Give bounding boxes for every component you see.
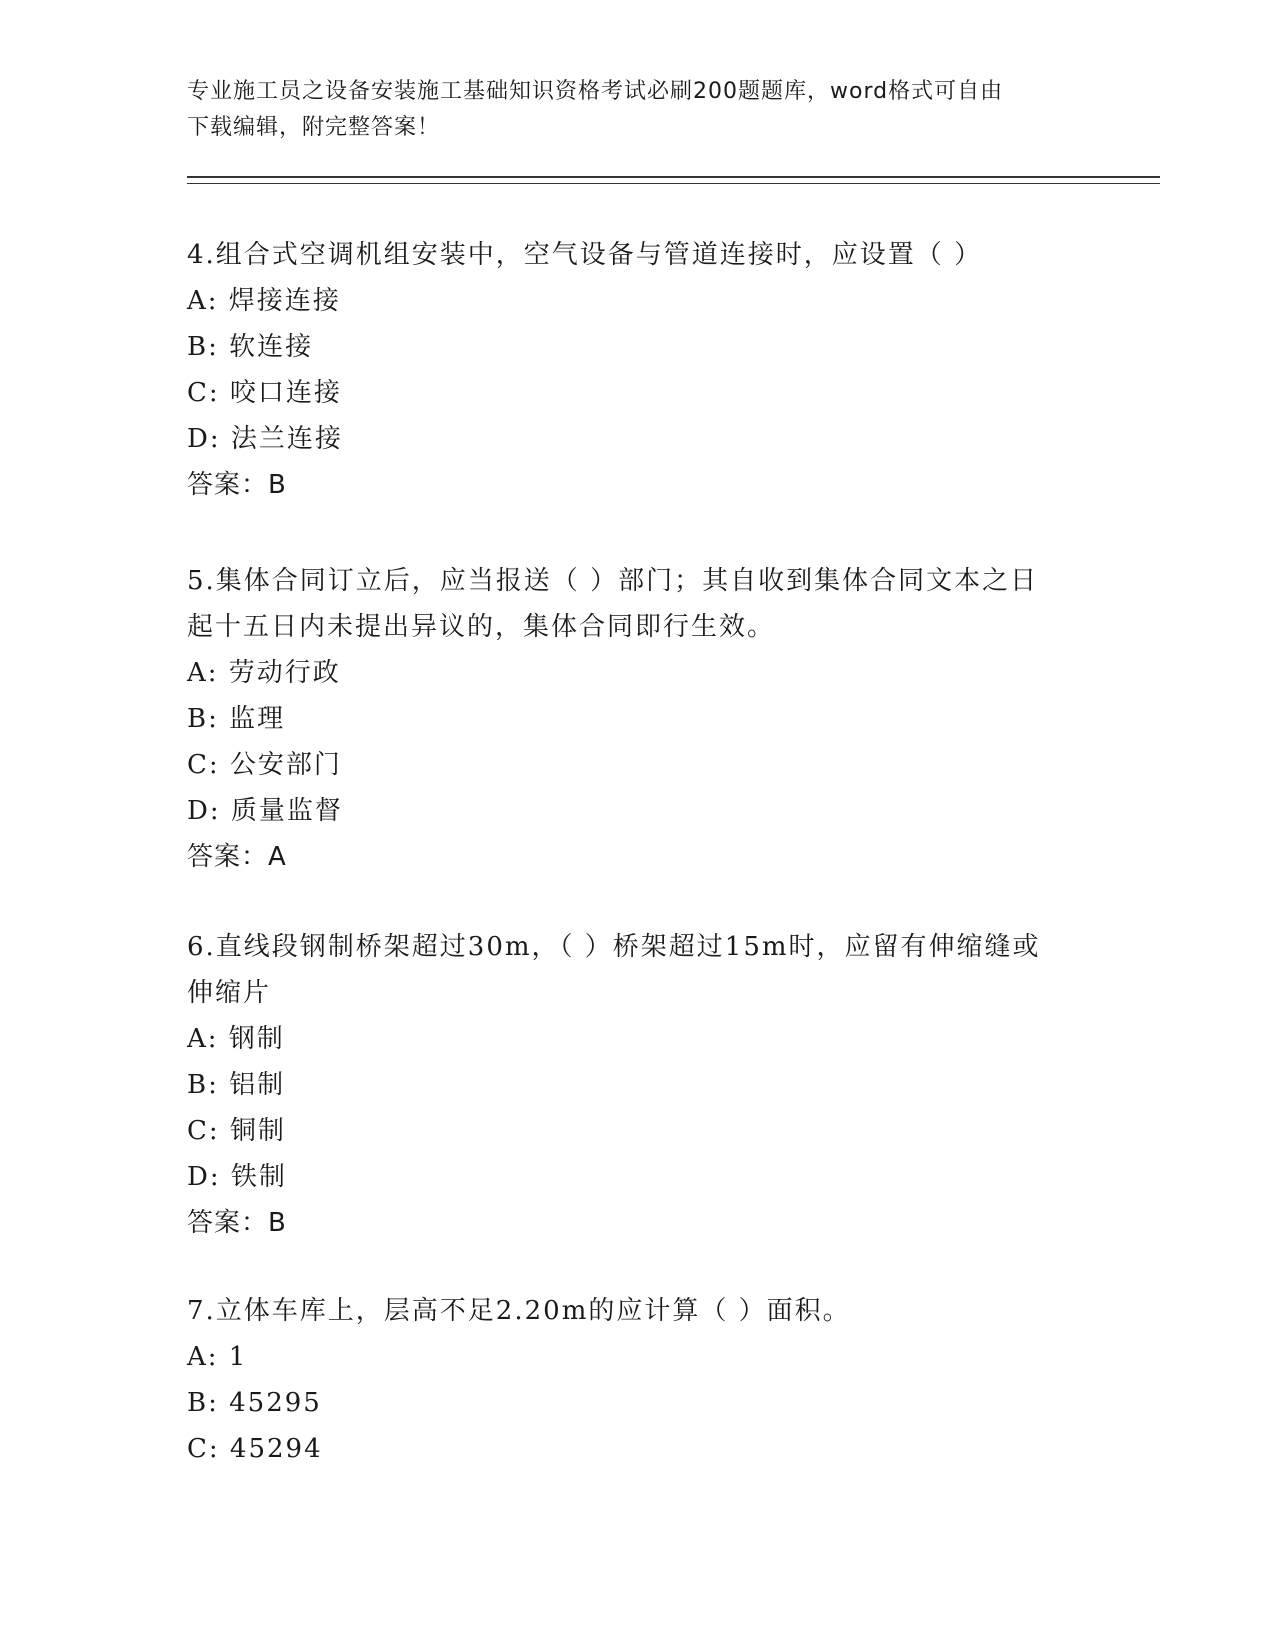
- option-a: A: 1: [187, 1342, 248, 1372]
- option-b: B: 铝制: [187, 1070, 286, 1100]
- option-a: A: 劳动行政: [187, 658, 341, 688]
- question-stem: 4.组合式空调机组安装中，空气设备与管道连接时，应设置（ ）: [187, 240, 983, 270]
- question-stem-line-1: 6.直线段钢制桥架超过30m，（ ）桥架超过15m时，应留有伸缩缝或: [187, 932, 1041, 962]
- question-stem-line-2: 伸缩片: [187, 978, 272, 1008]
- header-line-1: 专业施工员之设备安装施工基础知识资格考试必刷200题题库，word格式可自由: [187, 79, 1004, 104]
- question-stem-line-1: 5.集体合同订立后，应当报送（ ）部门；其自收到集体合同文本之日: [187, 566, 1039, 596]
- option-c: C: 咬口连接: [187, 378, 342, 408]
- question-5: [187, 558, 1087, 880]
- answer-line: 答案：B: [187, 470, 287, 500]
- question-stem-line-2: 起十五日内未提出异议的，集体合同即行生效。: [187, 612, 776, 642]
- option-c: C: 铜制: [187, 1116, 286, 1146]
- option-b: B: 45295: [187, 1388, 322, 1418]
- question-6: [187, 924, 1087, 1246]
- document-header: [187, 74, 1087, 146]
- answer-line: 答案：A: [187, 842, 287, 872]
- option-c: C: 45294: [187, 1434, 323, 1464]
- option-a: A: 钢制: [187, 1024, 285, 1054]
- header-divider-thick: [187, 176, 1160, 178]
- option-d: D: 铁制: [187, 1162, 287, 1192]
- question-4: [187, 232, 1087, 508]
- option-b: B: 软连接: [187, 332, 314, 362]
- question-7: [187, 1288, 1087, 1472]
- option-b: B: 监理: [187, 704, 286, 734]
- header-divider-thin: [187, 183, 1160, 184]
- answer-line: 答案：B: [187, 1208, 287, 1238]
- option-c: C: 公安部门: [187, 750, 342, 780]
- option-d: D: 法兰连接: [187, 424, 343, 454]
- option-d: D: 质量监督: [187, 796, 343, 826]
- header-line-2: 下载编辑，附完整答案！: [187, 115, 441, 140]
- option-a: A: 焊接连接: [187, 286, 341, 316]
- question-stem: 7.立体车库上，层高不足2.20m的应计算（ ）面积。: [187, 1296, 851, 1326]
